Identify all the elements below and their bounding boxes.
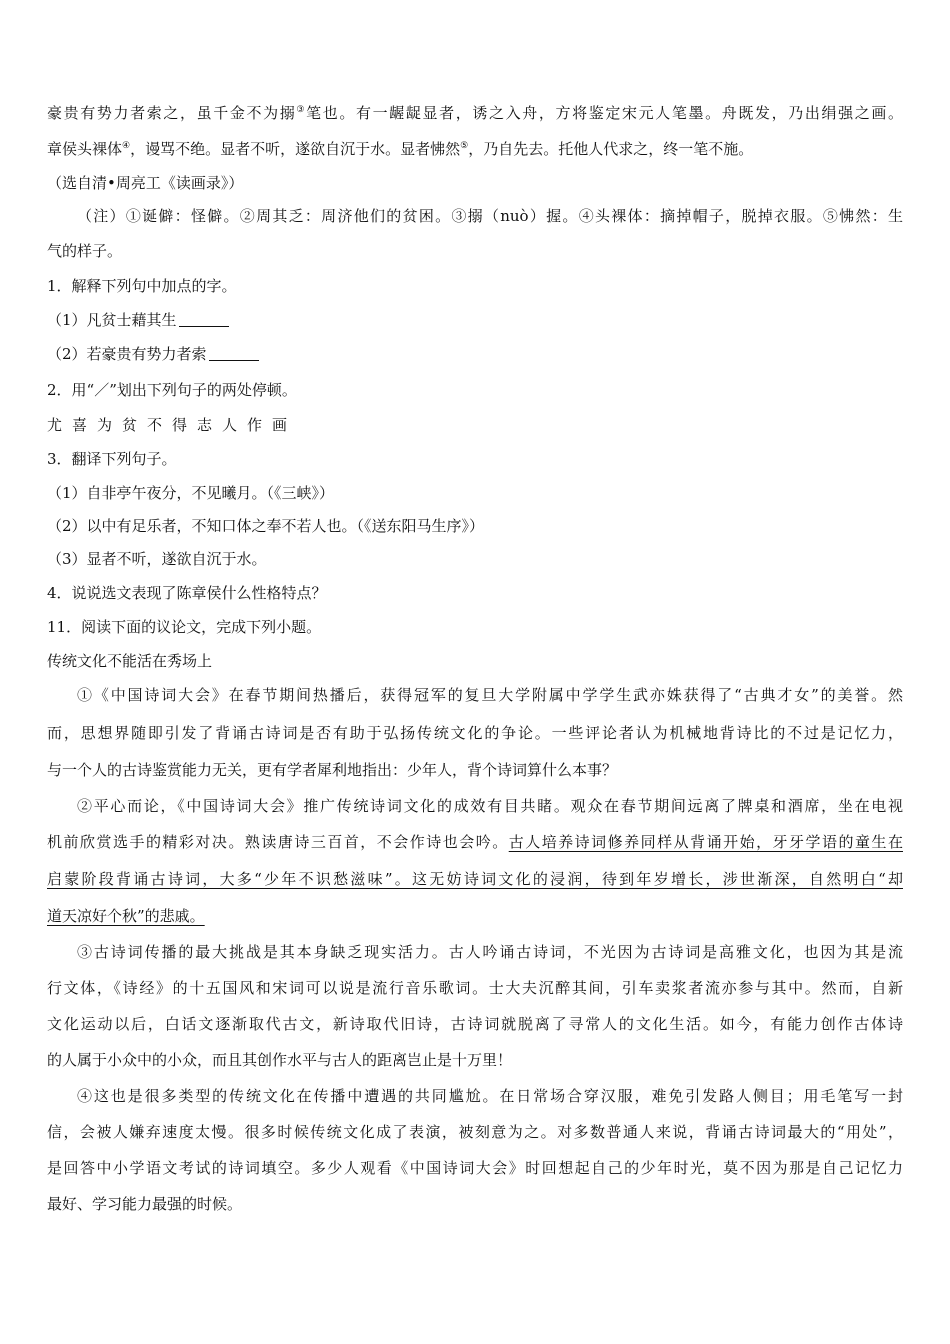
text-segment: ，乃自先去。托他人代求之，终一笔不施。 <box>468 140 754 158</box>
question-1-item-2 <box>47 343 259 365</box>
annotation-note-cont: 气的样子。 <box>47 242 123 260</box>
question-text: （1）凡贫士藉其生 <box>47 311 177 329</box>
paragraph-1-line: ①《中国诗词大会》在春节期间热播后，获得冠军的复旦大学附属中学学生武亦姝获得了“古典才女”的美誉。然 <box>77 686 903 704</box>
passage-line <box>47 102 903 124</box>
paragraph-2-line: ②平心而论，《中国诗词大会》推广传统诗词文化的成效有目共睹。观众在春节期间远离了牌桌和酒席，坐在电视 <box>77 797 903 815</box>
paragraph-4-line: 信，会被人嫌弃速度太慢。很多时候传统文化成了表演，被刻意为之。对多数普通人来说，背诵古诗词最大的“用处”， <box>47 1123 903 1141</box>
question-4: 4．说说选文表现了陈章侯什么性格特点？ <box>47 584 327 602</box>
annotation-note: （注）①诞僻：怪僻。②周其乏：周济他们的贫困。③搦（nuò）握。④头裸体：摘掉帽子，脱掉衣服。⑤怫然：生 <box>77 207 903 225</box>
question-3-item-3: （3）显者不听，遂欲自沉于水。 <box>47 550 267 568</box>
text-segment: ，谩骂不绝。显者不听，遂欲自沉于水。显者怫然 <box>130 140 461 158</box>
question-2: 2．用“／”划出下列句子的两处停顿。 <box>47 381 297 399</box>
passage-line <box>47 138 753 160</box>
text-segment: 豪贵有势力者索之，虽千金不为搦 <box>47 104 297 122</box>
question-1: 1．解释下列句中加点的字。 <box>47 277 237 295</box>
text-segment: 机前欣赏选手的精彩对决。熟读唐诗三百首，不会作诗也会吟。 <box>47 833 509 851</box>
paragraph-3-line: 行文体，《诗经》的十五国风和宋词可以说是流行音乐歌词。士大夫沉醉其间，引车卖浆者流亦参与其中。然而，自新 <box>47 979 903 997</box>
paragraph-4-line: 是回答中小学语文考试的诗词填空。多少人观看《中国诗词大会》时回想起自己的少年时光，莫不因为那是自己记忆力 <box>47 1159 903 1177</box>
underlined-sentence: 道天凉好个秋”的悲戚。 <box>47 907 205 925</box>
underlined-sentence: 启蒙阶段背诵古诗词，大多“少年不识愁滋味”。这无妨诗词文化的浸润，待到年岁增长，涉世渐深，自然明白“却 <box>47 870 903 888</box>
paragraph-4-line: ④这也是很多类型的传统文化在传播中遭遇的共同尴尬。在日常场合穿汉服，难免引发路人侧目；用毛笔写一封 <box>77 1087 903 1105</box>
source-citation: （选自清•周亮工《读画录》） <box>47 174 244 192</box>
answer-blank[interactable] <box>179 312 229 327</box>
paragraph-3-line: 的人属于小众中的小众，而且其创作水平与古人的距离岂止是十万里！ <box>47 1051 513 1069</box>
question-3-item-1: （1）自非亭午夜分，不见曦月。（《三峡》） <box>47 484 335 502</box>
text-segment: 章侯头裸体 <box>47 140 123 158</box>
text-segment: 笔也。有一龌龊显者，诱之入舟，方将鉴定宋元人笔墨。舟既发，乃出绢强之画。 <box>306 104 903 122</box>
question-text: （2）若豪贵有势力者索 <box>47 345 207 363</box>
answer-blank[interactable] <box>209 346 259 361</box>
question-3: 3．翻译下列句子。 <box>47 450 177 468</box>
paragraph-3-line: 文化运动以后，白话文逐渐取代古文，新诗取代旧诗，古诗词就脱离了寻常人的文化生活。如今，有能力创作古体诗 <box>47 1015 903 1033</box>
paragraph-1-line: 与一个人的古诗鉴赏能力无关，更有学者犀利地指出：少年人，背个诗词算什么本事？ <box>47 761 618 779</box>
underlined-sentence: 古人培养诗词修养同样从背诵开始，牙牙学语的童生在 <box>508 833 903 851</box>
question-3-item-2: （2）以中有足乐者，不知口体之奉不若人也。（《送东阳马生序》） <box>47 517 485 535</box>
question-2-sentence: 尤喜为贫不得志人作画 <box>47 416 298 434</box>
paragraph-3-line: ③古诗词传播的最大挑战是其本身缺乏现实活力。古人吟诵古诗词，不光因为古诗词是高雅文化，也因为其是流 <box>77 943 903 961</box>
question-1-item-1 <box>47 309 229 331</box>
paragraph-1-line: 而，思想界随即引发了背诵古诗词是否有助于弘扬传统文化的争论。一些评论者认为机械地背诗比的不过是记忆力， <box>47 724 903 742</box>
footnote-marker: ④ <box>122 141 131 151</box>
footnote-marker: ③ <box>296 105 307 115</box>
paragraph-4-line: 最好、学习能力最强的时候。 <box>47 1195 243 1213</box>
article-title: 传统文化不能活在秀场上 <box>47 652 213 670</box>
section-11-heading: 11．阅读下面的议论文，完成下列小题。 <box>47 618 322 636</box>
paragraph-2-line <box>47 831 903 853</box>
footnote-marker: ⑤ <box>460 141 469 151</box>
